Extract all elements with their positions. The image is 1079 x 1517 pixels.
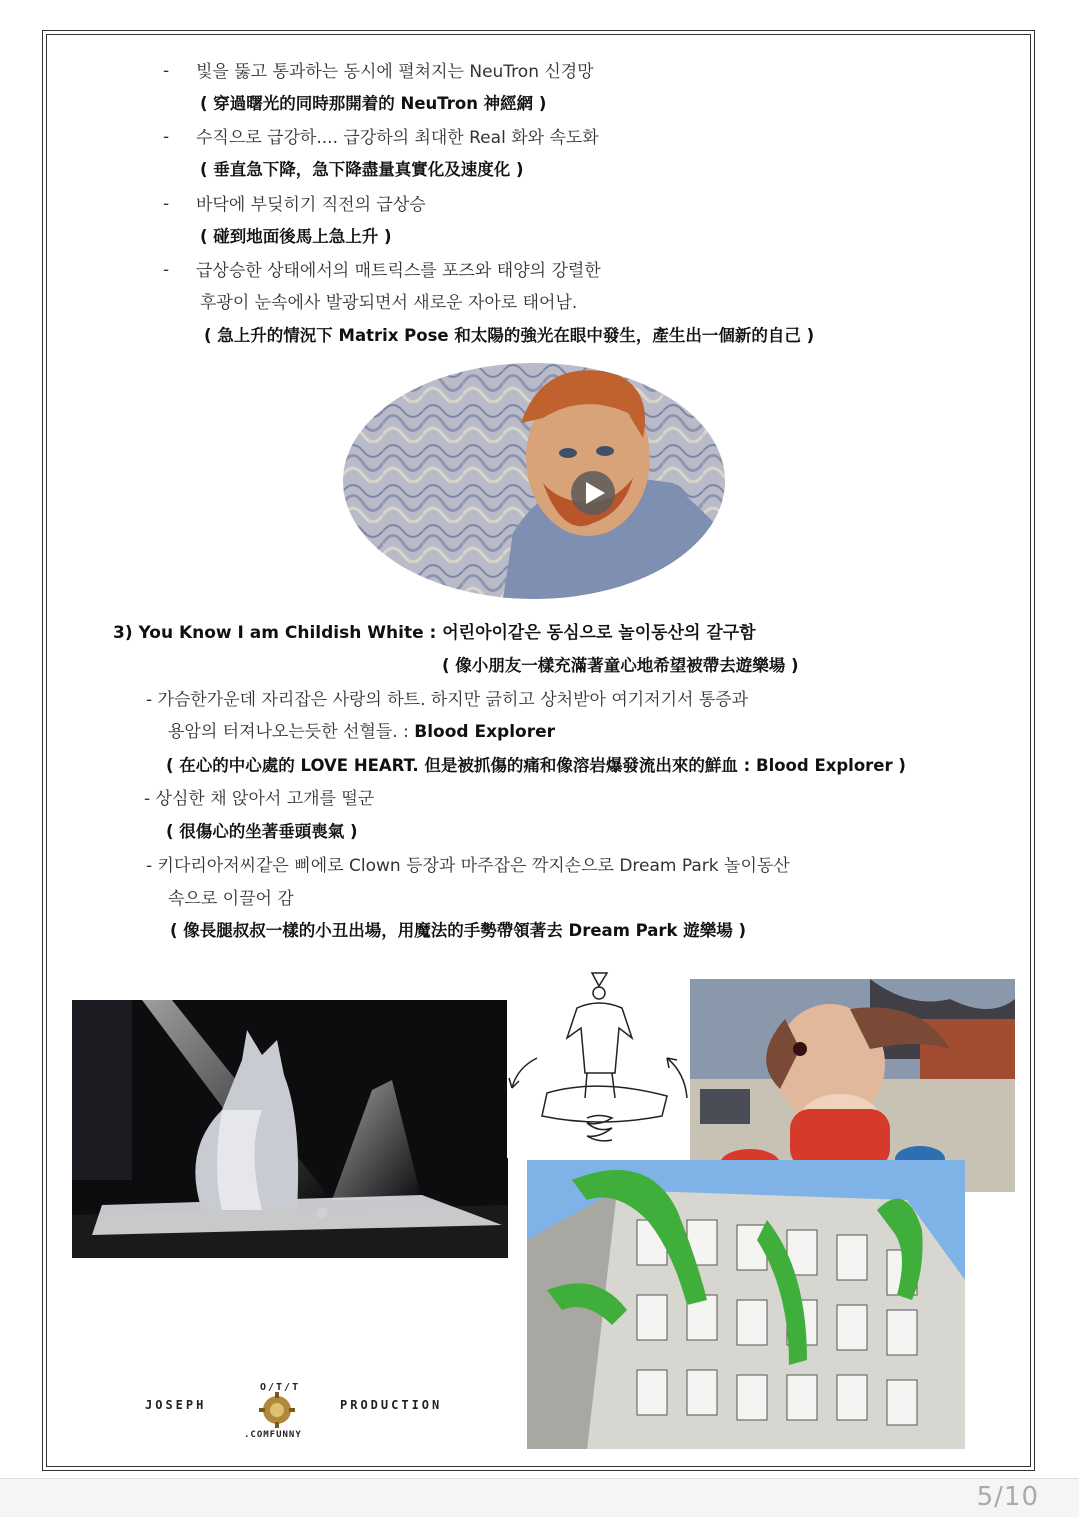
list2-item2-ko: - 상심한 채 앉아서 고개를 떨군	[144, 789, 375, 809]
list2-item1-ko-line2: 용암의 터져나오는듯한 선혈들. : Blood Explorer	[168, 722, 556, 742]
list2-item3-ko: - 키다리아저씨같은 삐에로 Clown 등장과 마주잡은 깍지손으로 Dream Park 놀이동산	[146, 856, 790, 876]
bullet-dash: -	[163, 127, 170, 147]
joseph-production-logo: O/T/T JOSEPH PRODUCTION .COMFUNNY	[145, 1382, 443, 1440]
bullet-dash: -	[163, 260, 170, 280]
list1-item4-ko-line2: 후광이 눈속에사 발광되면서 새로운 자아로 태어남.	[200, 293, 578, 313]
page-number: 5/10	[976, 1482, 1039, 1512]
list2-item3-ko-line2: 속으로 이끌어 감	[168, 889, 294, 909]
list1-item2-zh: ( 垂直急下降，急下降盡量真實化及速度化 )	[200, 160, 524, 179]
wolf-stage-photo	[72, 1000, 508, 1258]
bullet-dash: -	[163, 194, 170, 214]
list1-item1-ko: 빛을 뚫고 통과하는 동시에 펼쳐지는 NeuTron 신경망	[196, 62, 594, 82]
list2-item3-zh: ( 像長腿叔叔一樣的小丑出場，用魔法的手勢帶領著去 Dream Park 遊樂場 )	[170, 921, 747, 940]
list2-item1-zh: ( 在心的中心處的 LOVE HEART. 但是被抓傷的痛和像溶岩爆發流出來的鮮血 : Blood Explorer )	[166, 756, 906, 775]
list1-item1-zh: ( 穿過曙光的同時那開着的 NeuTron 神經網 )	[200, 94, 547, 113]
list1-item4-zh: ( 急上升的情況下 Matrix Pose 和太陽的強光在眼中發生，產生出一個新的自己 )	[204, 326, 815, 345]
list1-item4-ko: 급상승한 상태에서의 매트릭스를 포즈와 태양의 강렬한	[196, 261, 601, 281]
tentacle-building-photo	[527, 1160, 965, 1449]
section3-subtitle-zh: ( 像小朋友一樣充滿著童心地希望被帶去遊樂場 )	[442, 656, 799, 675]
bullet-dash: -	[163, 61, 170, 81]
van-gogh-video-thumbnail[interactable]	[343, 363, 725, 599]
list1-item2-ko: 수직으로 급강하.... 급강하의 최대한 Real 화와 속도화	[196, 128, 599, 148]
section3-title: 3) You Know I am Childish White : 어린아이같은 동심으로 놀이동산의 갈구함	[113, 623, 756, 643]
list2-item1-ko: - 가슴한가운데 자리잡은 사랑의 하트. 하지만 긁히고 상처받아 여기저기서 통증과	[146, 690, 749, 710]
clown-sketch	[507, 968, 690, 1158]
list2-item2-zh: ( 很傷心的坐著垂頭喪氣 )	[166, 822, 358, 841]
page-footer-bar	[0, 1478, 1079, 1517]
list1-item3-ko: 바닥에 부딪히기 직전의 급상승	[196, 195, 426, 215]
list1-item3-zh: ( 碰到地面後馬上急上升 )	[200, 227, 392, 246]
